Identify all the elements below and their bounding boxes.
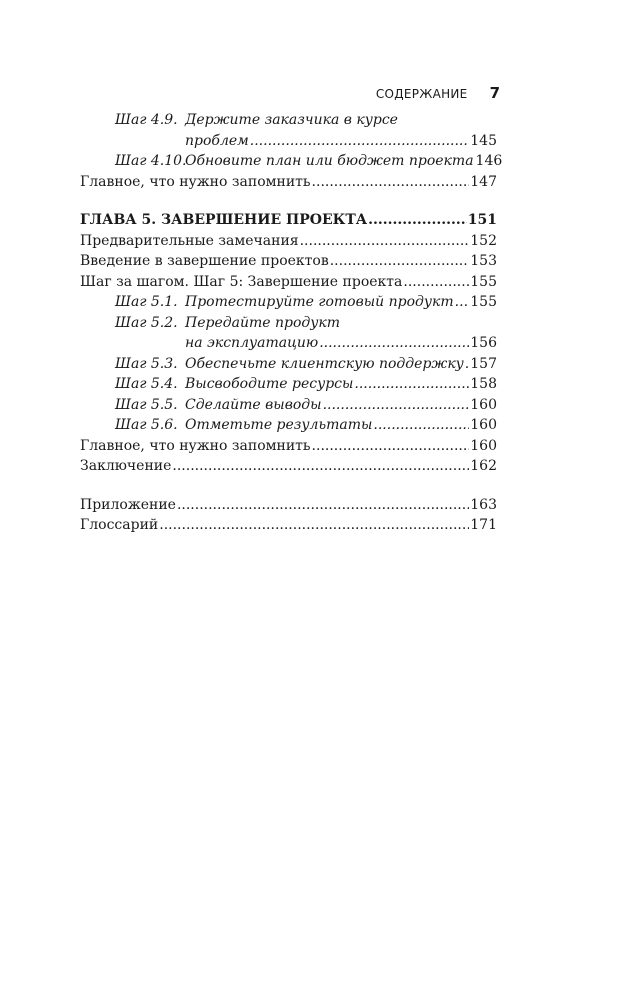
running-header — [0, 84, 500, 104]
step-number: Шаг 4.9. — [115, 112, 178, 128]
toc-entry-key-points-5[interactable] — [80, 436, 497, 457]
toc-entry-5-2-cont[interactable] — [80, 333, 497, 354]
step-number: Шаг 5.4. — [115, 376, 178, 392]
toc-entry-preliminary[interactable] — [80, 231, 497, 252]
leader-dots — [172, 456, 469, 477]
entry-page: 145 — [470, 132, 497, 149]
entry-page: 160 — [470, 437, 497, 454]
toc-entry-4-10[interactable] — [80, 151, 503, 172]
step-number: Шаг 5.2. — [115, 314, 178, 331]
toc-entry-5-6[interactable] — [80, 415, 497, 436]
entry-title: Главное, что нужно запомнить — [80, 437, 311, 454]
step-number: Шаг 5.5. — [115, 396, 178, 413]
chapter-title: ГЛАВА 5. ЗАВЕРШЕНИЕ ПРОЕКТА — [80, 212, 368, 228]
entry-page: 158 — [470, 376, 497, 392]
entry-title: Введение в завершение проектов — [80, 253, 329, 269]
table-of-contents — [80, 110, 503, 536]
toc-entry-5-4[interactable] — [80, 374, 497, 395]
toc-entry-glossary[interactable] — [80, 515, 497, 536]
entry-page: 146 — [475, 153, 503, 169]
leader-dots — [300, 231, 470, 252]
entry-title: Сделайте выводы — [185, 396, 322, 413]
entry-page: 163 — [470, 496, 497, 513]
step-number: Шаг 5.1. — [115, 294, 178, 310]
step-number: Шаг 5.3. — [115, 355, 178, 372]
entry-title: Шаг за шагом. Шаг 5: Завершение проекта — [80, 273, 403, 290]
leader-dots — [319, 333, 469, 354]
toc-chapter-5[interactable] — [80, 210, 497, 231]
toc-entry-4-9[interactable] — [80, 110, 497, 131]
entry-title: Глоссарий — [80, 517, 159, 533]
entry-title: Отметьте результаты — [185, 417, 373, 433]
entry-page: 156 — [470, 335, 497, 351]
leader-dots — [312, 436, 470, 457]
entry-page: 162 — [470, 458, 497, 474]
step-number: Шаг 4.10. — [115, 153, 187, 169]
leader-dots — [373, 415, 469, 436]
entry-page: 153 — [470, 253, 497, 269]
toc-entry-5-3[interactable] — [80, 354, 497, 375]
leader-dots — [455, 292, 470, 313]
entry-title: Держите заказчика в курсе — [185, 112, 398, 128]
entry-title: Приложение — [80, 496, 176, 513]
leader-dots — [159, 515, 469, 536]
entry-page: 160 — [470, 396, 497, 413]
entry-page: 171 — [470, 517, 497, 533]
entry-page: 157 — [470, 355, 497, 372]
entry-title: Главное, что нужно запомнить — [80, 173, 311, 190]
toc-entry-introduction[interactable] — [80, 251, 497, 272]
toc-entry-conclusion[interactable] — [80, 456, 497, 477]
entry-page: 147 — [470, 173, 497, 190]
entry-page: 160 — [470, 417, 497, 433]
entry-title: Протестируйте готовый продукт — [185, 294, 454, 310]
section-title: СОДЕРЖАНИЕ — [375, 87, 468, 101]
entry-title: Передайте продукт — [185, 314, 341, 331]
entry-title: Заключение — [80, 458, 172, 474]
leader-dots — [368, 210, 467, 231]
toc-entry-key-points-4[interactable] — [80, 172, 497, 193]
leader-dots — [250, 131, 470, 152]
toc-entry-5-1[interactable] — [80, 292, 497, 313]
toc-entry-5-2[interactable] — [80, 313, 497, 334]
toc-entry-step-by-step[interactable] — [80, 272, 497, 293]
entry-page: 155 — [470, 273, 497, 290]
entry-title: Предварительные замечания — [80, 232, 299, 249]
entry-title: Обеспечьте клиентскую поддержку — [185, 355, 464, 372]
leader-dots — [323, 395, 470, 416]
entry-page: 151 — [467, 212, 497, 228]
entry-title-cont: на эксплуатацию — [185, 335, 319, 351]
leader-dots — [403, 272, 469, 293]
leader-dots — [312, 172, 470, 193]
leader-dots — [354, 374, 469, 395]
step-number: Шаг 5.6. — [115, 417, 178, 433]
leader-dots — [330, 251, 470, 272]
entry-title: Высвободите ресурсы — [185, 376, 354, 392]
leader-dots — [177, 495, 469, 516]
toc-entry-4-9-cont[interactable] — [80, 131, 497, 152]
entry-page: 152 — [470, 232, 497, 249]
leader-dots — [465, 354, 469, 375]
entry-title: Обновите план или бюджет проекта — [185, 153, 474, 169]
entry-title-cont: проблем — [185, 132, 249, 149]
toc-entry-appendix[interactable] — [80, 495, 497, 516]
entry-page: 155 — [470, 294, 497, 310]
toc-entry-5-5[interactable] — [80, 395, 497, 416]
page-number: 7 — [489, 84, 500, 102]
